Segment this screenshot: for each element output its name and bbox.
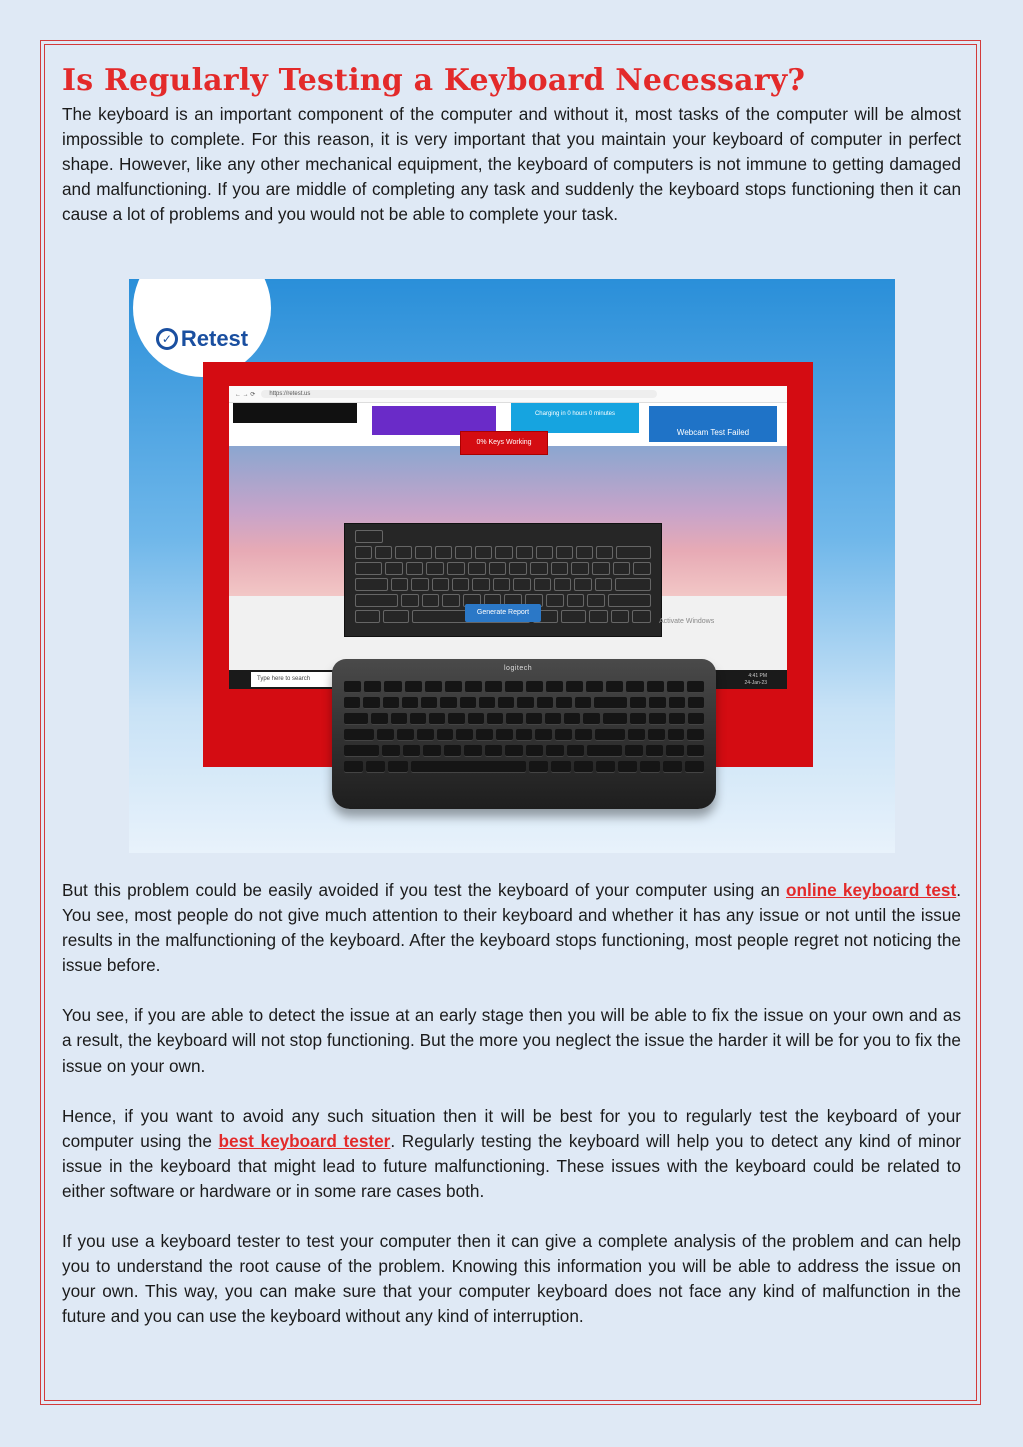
activate-windows-watermark: Activate Windows	[659, 618, 715, 625]
p2-text-before: But this problem could be easily avoided if you test the keyboard of your computer using an	[62, 880, 787, 900]
tile-video	[233, 403, 357, 423]
url-bar: https://retest.us	[261, 390, 657, 398]
logitech-keyboard	[332, 659, 716, 809]
p4-text-after: . Regularly testing the keyboard will help you to detect any kind of minor issue in the keyboard that might lead to future malfunctioning. These issues with the keyboard could be related to either software or hardware or in some rare cases both.	[62, 1130, 961, 1201]
paragraph-5: If you use a keyboard tester to test your computer then it can give a complete analysis of the problem and can help you to understand the root cause of the problem. Knowing this information you will be able to address the issue on your own. This way, you can make sure that your computer keyboard does not face any kind of malfunction in the future and you can use the keyboard without any kind of interruption.	[62, 1231, 961, 1327]
article-title: Is Regularly Testing a Keyboard Necessary?	[62, 63, 806, 98]
best-keyboard-tester-link[interactable]: best keyboard tester	[218, 1130, 391, 1151]
clock-date: 24-Jan-23	[744, 679, 767, 686]
paragraph-2	[62, 878, 961, 978]
article-body	[62, 878, 961, 1329]
logo-text: Retest	[180, 326, 249, 351]
nav-arrows-icon: ← → ⟳	[235, 391, 256, 398]
tile-webcam: Webcam Test Failed	[649, 406, 777, 442]
taskbar-clock	[744, 673, 767, 687]
tile-charging: Charging in 0 hours 0 minutes	[511, 403, 639, 433]
hero-illustration	[129, 279, 895, 853]
keyboard-test-area	[229, 446, 787, 596]
check-circle-icon: ✓	[156, 328, 178, 350]
keyboard-brand: logitech	[504, 665, 533, 672]
generate-report-button: Generate Report	[465, 604, 541, 622]
intro-paragraph: The keyboard is an important component of the computer and without it, most tasks of the computer will be almost impossible to complete. For this reason, it is very important that you maintain your keyboard of computer in perfect shape. However, like any other mechanical equipment, the keyboard of computers is not immune to getting damaged and malfunctioning. If you are middle of completing any task and suddenly the keyboard stops functioning then it can cause a lot of problems and you would not be able to complete your task.	[62, 104, 961, 225]
online-keyboard-test-link[interactable]: online keyboard test	[786, 880, 957, 900]
article	[62, 62, 961, 227]
paragraph-3: You see, if you are able to detect the issue at an early stage then you will be able to fix the issue on your own and as a result, the keyboard will not stop functioning. But the more you neglect the issue the harder it will be for you to fix the issue on your own.	[62, 1005, 961, 1076]
taskbar-search: Type here to search	[251, 672, 357, 687]
browser-toolbar	[229, 386, 787, 403]
keys-working-badge: 0% Keys Working	[460, 431, 548, 455]
paragraph-4	[62, 1104, 961, 1204]
screenshot-monitor	[229, 386, 787, 689]
p2-text-after: . You see, most people do not give much attention to their keyboard and whether it has any issue or not until the issue results in the malfunctioning of the keyboard. After the keyboard stops functioning, most people regret not noticing the issue before.	[62, 880, 961, 976]
p4-text-before: Hence, if you want to avoid any such situation then it will be best for you to regularly test the keyboard of your computer using the	[62, 1105, 961, 1151]
clock-time: 4:41 PM	[748, 672, 767, 679]
